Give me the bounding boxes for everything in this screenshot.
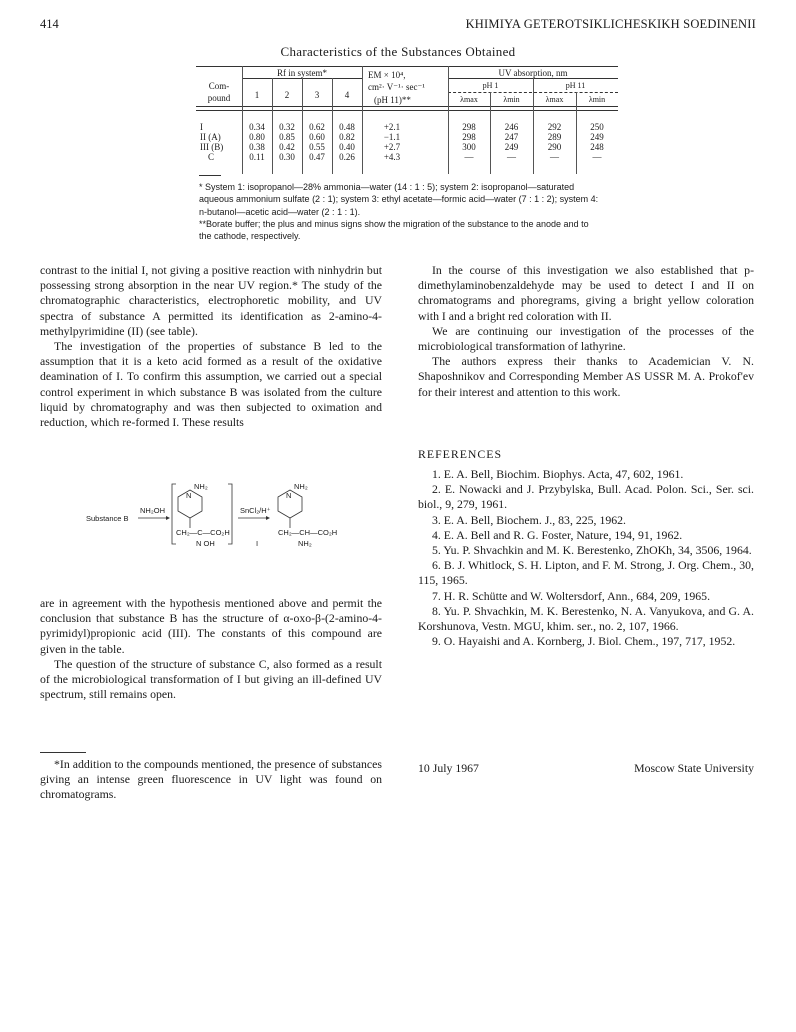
paragraph: The authors express their thanks to Academician V. N. Shaposhnikov and Corresponding Member AS USSR M. A. Prokof'ev for their interest and attention to this work. [418, 354, 754, 399]
row-rf: 0.11 [249, 152, 265, 162]
scheme-amino-group: NH₂ [194, 482, 208, 491]
scheme-ring-nitrogen: N [286, 491, 292, 500]
left-column [40, 263, 382, 430]
scheme-compound-label: I [256, 539, 259, 548]
scheme-reagent: SnCl₂/H⁺ [240, 506, 271, 515]
row-uv: — [464, 152, 474, 162]
characteristics-table [196, 66, 618, 174]
header-lambda: λmax [545, 95, 564, 104]
scheme-side-chain-sub: N OH [196, 539, 215, 548]
row-rf: 0.32 [279, 122, 295, 132]
row-uv: — [592, 152, 602, 162]
scheme-side-chain: CH₂—C—CO₂H [176, 528, 230, 537]
row-compound: C [208, 152, 215, 162]
header-rf-system: 4 [344, 90, 350, 100]
row-uv: 290 [547, 142, 562, 152]
reference-item: 1. E. A. Bell, Biochim. Biophys. Acta, 47, 602, 1961. [432, 467, 684, 481]
row-uv: 298 [462, 122, 476, 132]
footnote-text: *In addition to the compounds mentioned, the presence of substances giving an intense green fluorescence in UV light was found on chromatograms. [40, 757, 382, 802]
row-uv: 247 [504, 132, 519, 142]
reference-item: 7. H. R. Schütte and W. Woltersdorf, Ann., 684, 209, 1965. [432, 588, 711, 603]
header-rf-system: 1 [254, 90, 260, 100]
reference-item: 5. Yu. P. Shvachkin and M. K. Berestenko, ZhOKh, 34, 3506, 1964. [432, 543, 752, 558]
row-uv: 292 [547, 122, 562, 132]
header-lambda: λmin [503, 95, 520, 104]
header-uv: UV absorption, nm [498, 68, 568, 78]
references-list [418, 467, 754, 649]
paragraph: The question of the structure of substance C, also formed as a result of the microbiological transformation of I but giving an ill-defined UV spectrum, still remains open. [40, 656, 382, 702]
scheme-reagent: NH₂OH [140, 506, 165, 515]
header-mobility-1: EM × 10⁴, [368, 70, 406, 80]
header-lambda: λmax [460, 95, 478, 104]
row-uv: 250 [590, 122, 604, 132]
scheme-side-chain-sub: NH₂ [298, 539, 312, 548]
row-em: +2.1 [383, 122, 401, 132]
row-rf: 0.47 [309, 152, 325, 162]
received-date: 10 July 1967 [418, 761, 479, 775]
row-uv: 249 [590, 132, 604, 142]
header-rf: Rf in system* [276, 68, 327, 78]
row-rf: 0.82 [339, 132, 355, 142]
scheme-ring-nitrogen: N [186, 491, 192, 500]
header-compound: Com- pound [207, 81, 231, 103]
row-rf: 0.55 [309, 142, 325, 152]
table-title: Characteristics of the Substances Obtained [280, 44, 516, 59]
header-mobility-2: cm²· V⁻¹· sec⁻¹ [368, 82, 425, 92]
row-rf: 0.38 [249, 142, 265, 152]
reaction-scheme [80, 480, 380, 560]
row-uv: 300 [462, 142, 476, 152]
table-footnote-2: **Borate buffer; the plus and minus signs show the migration of the substance to the anode and to the cathode, respectively. [199, 218, 589, 242]
row-rf: 0.48 [339, 122, 355, 132]
row-uv: 248 [590, 142, 604, 152]
header-mobility-3: (pH 11)** [374, 95, 411, 105]
row-uv: — [507, 152, 516, 162]
row-compound: II (A) [200, 132, 221, 142]
row-rf: 0.42 [279, 142, 295, 152]
row-uv: 289 [547, 132, 562, 142]
row-em: −1.1 [383, 132, 401, 142]
row-rf: 0.80 [249, 132, 265, 142]
row-em: +4.3 [383, 152, 401, 162]
row-uv: 246 [504, 122, 519, 132]
row-uv: 298 [462, 132, 476, 142]
scheme-side-chain: CH₂—CH—CO₂H [278, 528, 338, 537]
scheme-amino-group: NH₂ [294, 482, 308, 491]
row-rf: 0.26 [339, 152, 355, 162]
references-heading: REFERENCES [418, 447, 503, 461]
paragraph: In the course of this investigation we also established that p-dimethylaminobenzaldehyde may be used to detect I and II on chromatograms and phoregrams, giving a bright yellow coloration with I and a bright red coloration with II. [418, 263, 754, 323]
header-lambda: λmin [588, 95, 606, 104]
row-em: +2.7 [383, 142, 401, 152]
row-uv: 249 [504, 142, 519, 152]
reference-item: 8. Yu. P. Shvachkin, M. K. Berestenko, N. A. Vanyukova, and G. A. Korshunova, Vestn. MGU, khim. ser., no. 2, 107, 1966. [418, 603, 754, 634]
journal-title: KHIMIYA GETEROTSIKLICHESKIKH SOEDINENII [465, 17, 756, 31]
row-rf: 0.34 [249, 122, 265, 132]
page-footnote [40, 757, 382, 803]
reference-item: 9. O. Hayaishi and A. Kornberg, J. Biol. Chem., 197, 717, 1952. [432, 634, 736, 649]
paragraph: The investigation of the properties of substance B led to the assumption that it is a keto acid formed as a result of the oxidative deamination of I. To confirm this assumption, we carried out a special control experiment in which substance B was isolated from the culture liquid by chromatography and was then subjected to oximation and reduction, which re-formed I. These results [40, 339, 382, 430]
row-rf: 0.40 [339, 142, 355, 152]
left-column-continued [40, 596, 382, 702]
reference-item: 4. E. A. Bell and R. G. Foster, Nature, 194, 91, 1962. [432, 527, 683, 542]
table-footnotes [199, 181, 599, 242]
scheme-substance-label: Substance B [86, 514, 129, 523]
header-ph: pH 11 [565, 81, 586, 90]
paragraph: We are continuing our investigation of the processes of the microbiological transformation of lathyrine. [418, 323, 754, 354]
row-uv: — [550, 152, 559, 162]
paragraph: are in agreement with the hypothesis mentioned above and permit the conclusion that substance B has the structure of α-oxo-β-(2-amino-4-pyrimidyl)propionic acid (III). The constants of this compound are given in the table. [40, 596, 382, 656]
row-compound: I [200, 122, 203, 132]
institution: Moscow State University [634, 761, 754, 775]
table-footnote-rule [199, 175, 221, 176]
footnote-separator [40, 752, 86, 753]
row-rf: 0.62 [309, 122, 325, 132]
reference-item: 2. E. Nowacki and J. Przybylska, Bull. Acad. Polon. Sci., Ser. sci. biol., 9, 279, 1961. [418, 482, 754, 512]
page-number: 414 [40, 17, 59, 31]
reference-item: 3. E. A. Bell, Biochem. J., 83, 225, 1962. [432, 512, 626, 527]
right-column [418, 263, 754, 400]
row-compound: III (B) [200, 142, 224, 152]
reference-item: 6. B. J. Whitlock, S. H. Lipton, and F. M. Strong, J. Org. Chem., 30, 115, 1965. [418, 558, 754, 588]
row-rf: 0.30 [279, 152, 295, 162]
table-footnote-1: * System 1: isopropanol—28% ammonia—water (14 : 1 : 5); system 2: isopropanol—saturated aqueous ammonium sulfate (2 : 1); system 3: ethyl acetate—formic acid—water (7 : 1 : 2); system 4: n-butanol—acetic acid—water (2 : 1 : 1). [199, 182, 599, 217]
paragraph: contrast to the initial I, not giving a positive reaction with ninhydrin but possessing strong absorption in the near UV region.* The study of the chromatographic characteristics, electrophoretic mobility, and UV spectra of substance A permitted its identification as 2-amino-4-methylpyrimidine (II) (see table). [40, 263, 382, 338]
header-rf-system: 3 [314, 90, 320, 100]
row-rf: 0.60 [309, 132, 325, 142]
header-rf-system: 2 [284, 90, 290, 100]
header-ph: pH 1 [482, 81, 499, 90]
row-rf: 0.85 [279, 132, 295, 142]
